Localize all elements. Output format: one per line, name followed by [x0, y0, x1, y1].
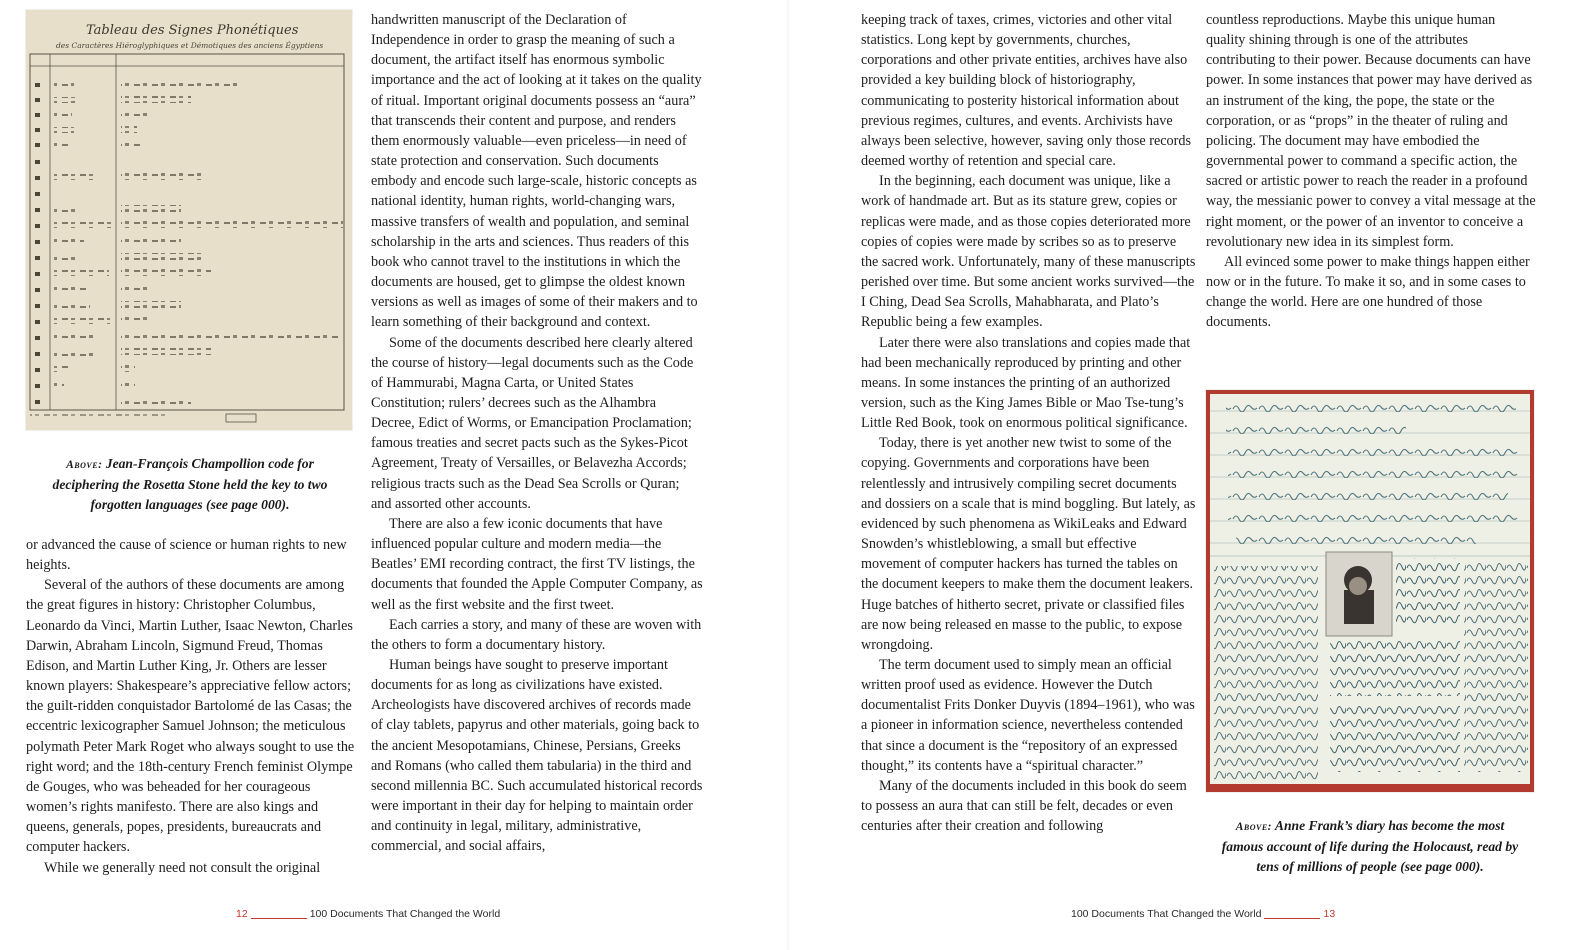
running-title: 100 Documents That Changed the World — [1071, 908, 1262, 920]
paragraph: Today, there is yet another new twist to some of the copying. Governments and corporations have been relentlessly and intrusively compiling secret documents and dossiers on a scale that is mind boggling. But lately, as evidenced by such phenomena as WikiLeaks and Edward Snowden’s whistleblowing, a small but effective movement of computer hackers has turned the tables on the document keepers to make them the document leakers. Huge batches of hitherto secret, private or classified files are now being released en masse to the public, to expose wrongdoing. — [861, 435, 1196, 653]
footer-rule — [251, 918, 307, 919]
caption-lead: Above: — [66, 459, 103, 471]
left-column-1 — [26, 535, 356, 878]
right-page — [788, 0, 1576, 950]
right-footer — [1071, 908, 1335, 920]
champollion-table-drawing — [26, 10, 352, 430]
left-column-2 — [371, 10, 703, 857]
paragraph: keeping track of taxes, crimes, victories and other vital statistics. Long kept by governments, churches, corporations and other private entities, archives have also provided a key building block of historiography, communicating to posterity historical information about previous regimes, cultures, and events. Archivists have always been selective, however, saving only those records deemed worthy of retention and special care. — [861, 12, 1191, 170]
paragraph: Later there were also translations and copies made that had been mechanically reproduced by printing and other means. In some instances the printing of an authorized version, such as the King James Bible or Mao Tse-tung’s Little Red Book, took on enormous political significance. — [861, 334, 1191, 432]
anne-frank-caption — [1218, 816, 1522, 877]
left-footer — [236, 908, 500, 920]
paragraph: In the beginning, each document was unique, like a work of handmade art. But as its stature grew, copies or replicas were made, and as those copies deteriorated more copies of copies were made by scribes so as to preserve the sacred work. Unfortunately, many of these manuscripts perished over time. But some ancient works survived—the I Ching, Dead Sea Scrolls, Mahabharata, and Plato’s Republic being a few examples. — [861, 173, 1196, 331]
page-number: 13 — [1323, 908, 1336, 920]
anne-frank-diary-image — [1206, 390, 1534, 792]
champollion-table-image — [26, 10, 352, 430]
right-column-1 — [861, 10, 1197, 836]
paragraph: Each carries a story, and many of these are woven with the others to form a documentary history. — [371, 616, 702, 653]
caption-text: Anne Frank’s diary has become the most famous account of life during the Holocaust, read by tens of millions of people (see page 000). — [1221, 818, 1519, 874]
paragraph: While we generally need not consult the original — [44, 859, 321, 876]
paragraph: Many of the documents included in this book do seem to possess an aura that can still be felt, decades or even centuries after their creation and following — [861, 777, 1187, 835]
champollion-caption — [40, 454, 340, 515]
caption-lead: Above: — [1235, 821, 1273, 833]
paragraph: The term document used to simply mean an official written proof used as evidence. However the Dutch documentalist Frits Donker Duyvis (1894–1961), who was a pioneer in information science, nevertheless contended that since a document is the “repository of an expressed thought,” its contents have a “spiritual character.” — [861, 657, 1195, 774]
paragraph: or advanced the cause of science or human rights to new heights. — [26, 537, 347, 574]
diary-drawing — [1206, 390, 1534, 792]
paragraph: countless reproductions. Maybe this unique human quality shining through is one of the attributes contributing to their power. Because documents can have power. In some instances that power may have derived as an instrument of the king, the pope, the state or the corporation, or as “props” in the theater of ruling and policing. The document may have embodied the governmental power to command a specific action, the sacred or artistic power to reach the reader in a profound way, the messianic power to convey a vital message at the right moment, or the power of an inventor to conceive a revolutionary new idea in its simplest form. — [1206, 12, 1536, 250]
right-column-2 — [1206, 10, 1536, 333]
footer-rule — [1264, 918, 1320, 919]
paragraph: Some of the documents described here clearly altered the course of history—legal documents such as the Code of Hammurabi, Magna Carta, or United States Constitution; rulers’ decrees such as the Alhambra Decree, Edict of Worms, or Emancipation Proclamation; famous treaties and secret pacts such as the Sykes-Picot Agreement, Treaty of Versailles, or Belavezha Accords; religious tracts such as the Dead Sea Scrolls or Quran; and assorted other accounts. — [371, 334, 694, 512]
figure-subtitle: des Caractères Hiéroglyphiques et Démotiques des anciens Égyptiens — [56, 41, 324, 50]
figure-title: Tableau des Signes Phonétiques — [86, 23, 299, 38]
running-title: 100 Documents That Changed the World — [309, 908, 501, 920]
page-number: 12 — [236, 908, 248, 920]
paragraph: All evinced some power to make things happen either now or in the future. To make it so, and in some cases to change the world. Here are one hundred of those documents. — [1206, 253, 1530, 331]
paragraph: handwritten manuscript of the Declaration of Independence in order to grasp the meaning of such a document, the artifact itself has enormous symbolic importance and the act of looking at it takes on the quality of ritual. Important original documents possess an “aura” that transcends their content and purpose, and renders them enormously valuable—even priceless—in need of state protection and conservation. Such documents embody and encode such large-scale, historic concepts as national identity, human rights, world-changing wars, massive transfers of wealth and population, and seminal scholarship in the arts and sciences. Thus readers of this book who cannot travel to the institutions in which the documents are housed, get to glimpse the oldest known versions as well as images of some of their makers and to learn something of their background and context. — [371, 12, 702, 331]
paragraph: Several of the authors of these documents are among the great figures in history: Christopher Columbus, Leonardo da Vinci, Martin Luther, Isaac Newton, Charles Darwin, Abraham Lincoln, Sigmund Freud, Thomas Edison, and Martin Luther King, Jr. Others are lesser known players: Shakespeare’s appreciative fellow actors; the guilt-ridden conquistador Bartolomé de las Casas; the eccentric lexicographer Samuel Johnson; the meticulous polymath Peter Mark Roget who always sought to use the right word; and the 18th-century French feminist Olympe de Gouges, who was beheaded for her courageous women’s rights manifesto. There are also kings and queens, generals, popes, presidents, bureaucrats and computer hackers. — [26, 577, 355, 856]
paragraph: Human beings have sought to preserve important documents for as long as civilizations have existed. Archeologists have discovered archives of records made of clay tablets, papyrus and other materials, going back to the ancient Mesopotamians, Chinese, Persians, Greeks and Romans (who called them tabularia) in the third and second millennia BC. Such accumulated historical records were important in their day for helping to maintain order and continuity in legal, military, administrative, commercial, and social affairs, — [371, 657, 703, 855]
caption-text: Jean-François Champollion code for deciphering the Rosetta Stone held the key to two forgotten languages (see page 000). — [52, 456, 328, 512]
paragraph: There are also a few iconic documents that have influenced popular culture and modern media—the Beatles’ EMI recording contract, the first TV listings, the documents that founded the Apple Computer Company, as well as the first website and the first tweet. — [371, 515, 703, 613]
